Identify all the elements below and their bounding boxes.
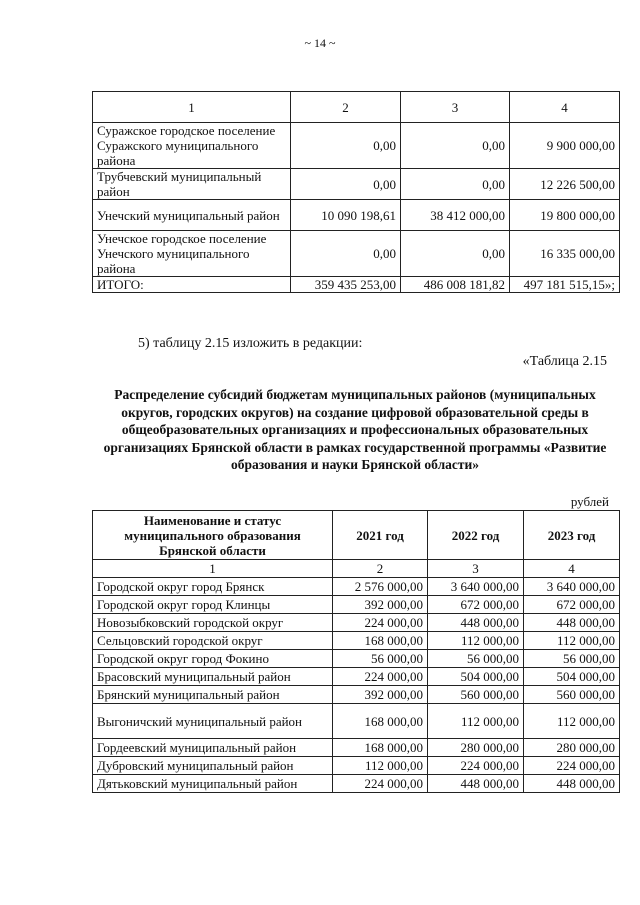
amount-2021: 56 000,00 <box>333 650 428 668</box>
amount-2021: 0,00 <box>291 231 401 277</box>
amount-2022: 112 000,00 <box>428 632 524 650</box>
col-index-2: 2 <box>291 92 401 123</box>
table-row <box>93 596 620 614</box>
municipality-name: Брасовский муниципальный район <box>93 668 333 686</box>
municipality-name: Выгоничский муниципальный район <box>93 704 333 739</box>
amount-2022: 56 000,00 <box>428 650 524 668</box>
municipality-name: Дубровский муниципальный район <box>93 757 333 775</box>
amount-2023: 224 000,00 <box>524 757 620 775</box>
amount-2022: 672 000,00 <box>428 596 524 614</box>
amount-2021: 0,00 <box>291 169 401 200</box>
table-row <box>93 739 620 757</box>
amount-2023: 112 000,00 <box>524 704 620 739</box>
amount-2022: 0,00 <box>401 123 510 169</box>
amount-2023: 16 335 000,00 <box>510 231 620 277</box>
amount-2021: 392 000,00 <box>333 596 428 614</box>
amount-2022: 224 000,00 <box>428 757 524 775</box>
amount-2022: 3 640 000,00 <box>428 578 524 596</box>
column-index-row <box>93 560 620 578</box>
amount-2023: 504 000,00 <box>524 668 620 686</box>
header-2022: 2022 год <box>428 511 524 560</box>
amount-2023: 672 000,00 <box>524 596 620 614</box>
municipality-name: Унечское городское поселение Унечского муниципального района <box>93 231 291 277</box>
amount-2021: 10 090 198,61 <box>291 200 401 231</box>
col-index-3: 3 <box>401 92 510 123</box>
total-row <box>93 277 620 293</box>
table-row <box>93 200 620 231</box>
amount-2023: 19 800 000,00 <box>510 200 620 231</box>
table-row <box>93 632 620 650</box>
municipality-name: Городской округ город Брянск <box>93 578 333 596</box>
header-municipality: Наименование и статус муниципального образования Брянской области <box>93 511 333 560</box>
amount-2021: 224 000,00 <box>333 668 428 686</box>
amount-2022: 0,00 <box>401 231 510 277</box>
municipality-name: Брянский муниципальный район <box>93 686 333 704</box>
amount-2021: 168 000,00 <box>333 704 428 739</box>
table-row <box>93 757 620 775</box>
amount-2021: 168 000,00 <box>333 739 428 757</box>
header-row <box>93 511 620 560</box>
amendment-instruction: 5) таблицу 2.15 изложить в редакции: <box>138 336 363 351</box>
total-2023: 497 181 515,15»; <box>510 277 620 293</box>
table-row <box>93 704 620 739</box>
amount-2021: 112 000,00 <box>333 757 428 775</box>
col-index-1: 1 <box>93 92 291 123</box>
table-heading: Распределение субсидий бюджетам муниципальных районов (муниципальных округов, городских округов) на создание цифровой образовательной среды в общеобразовательных организациях и профессиональных образовательных организациях Брянской области в рамках государственной программы «Развитие образования и науки Брянской области» <box>103 387 607 472</box>
table-reference: «Таблица 2.15 <box>522 354 607 369</box>
table-row <box>93 123 620 169</box>
municipality-name: Городской округ город Фокино <box>93 650 333 668</box>
total-2021: 359 435 253,00 <box>291 277 401 293</box>
table-row <box>93 650 620 668</box>
amount-2022: 38 412 000,00 <box>401 200 510 231</box>
header-2023: 2023 год <box>524 511 620 560</box>
subsidy-distribution-table <box>92 510 620 793</box>
amount-2023: 112 000,00 <box>524 632 620 650</box>
table-row <box>93 578 620 596</box>
municipal-amounts-table-continued <box>92 91 620 293</box>
currency-unit: рублей <box>570 494 609 509</box>
table-row <box>93 775 620 793</box>
amount-2023: 3 640 000,00 <box>524 578 620 596</box>
municipality-name: Трубчевский муниципальный район <box>93 169 291 200</box>
column-index-row <box>93 92 620 123</box>
municipality-name: Новозыбковский городской округ <box>93 614 333 632</box>
amount-2023: 12 226 500,00 <box>510 169 620 200</box>
municipality-name: Гордеевский муниципальный район <box>93 739 333 757</box>
col-index-2: 2 <box>333 560 428 578</box>
col-index-3: 3 <box>428 560 524 578</box>
header-2021: 2021 год <box>333 511 428 560</box>
amount-2022: 504 000,00 <box>428 668 524 686</box>
col-index-1: 1 <box>93 560 333 578</box>
amount-2021: 168 000,00 <box>333 632 428 650</box>
page-number: ~ 14 ~ <box>304 36 336 50</box>
table-row <box>93 614 620 632</box>
amount-2022: 448 000,00 <box>428 614 524 632</box>
municipality-name: Суражское городское поселение Суражского муниципального района <box>93 123 291 169</box>
table-row <box>93 169 620 200</box>
amount-2022: 0,00 <box>401 169 510 200</box>
col-index-4: 4 <box>510 92 620 123</box>
table-row <box>93 686 620 704</box>
amount-2021: 2 576 000,00 <box>333 578 428 596</box>
amount-2021: 224 000,00 <box>333 614 428 632</box>
amount-2023: 448 000,00 <box>524 775 620 793</box>
amount-2023: 56 000,00 <box>524 650 620 668</box>
amount-2023: 448 000,00 <box>524 614 620 632</box>
total-label: ИТОГО: <box>93 277 291 293</box>
amount-2022: 448 000,00 <box>428 775 524 793</box>
amount-2022: 560 000,00 <box>428 686 524 704</box>
amount-2021: 0,00 <box>291 123 401 169</box>
amount-2023: 280 000,00 <box>524 739 620 757</box>
municipality-name: Городской округ город Клинцы <box>93 596 333 614</box>
amount-2022: 280 000,00 <box>428 739 524 757</box>
table-row <box>93 668 620 686</box>
municipality-name: Унечский муниципальный район <box>93 200 291 231</box>
amount-2021: 224 000,00 <box>333 775 428 793</box>
municipality-name: Сельцовский городской округ <box>93 632 333 650</box>
amount-2021: 392 000,00 <box>333 686 428 704</box>
amount-2023: 9 900 000,00 <box>510 123 620 169</box>
municipality-name: Дятьковский муниципальный район <box>93 775 333 793</box>
table-row <box>93 231 620 277</box>
amount-2023: 560 000,00 <box>524 686 620 704</box>
amount-2022: 112 000,00 <box>428 704 524 739</box>
col-index-4: 4 <box>524 560 620 578</box>
total-2022: 486 008 181,82 <box>401 277 510 293</box>
